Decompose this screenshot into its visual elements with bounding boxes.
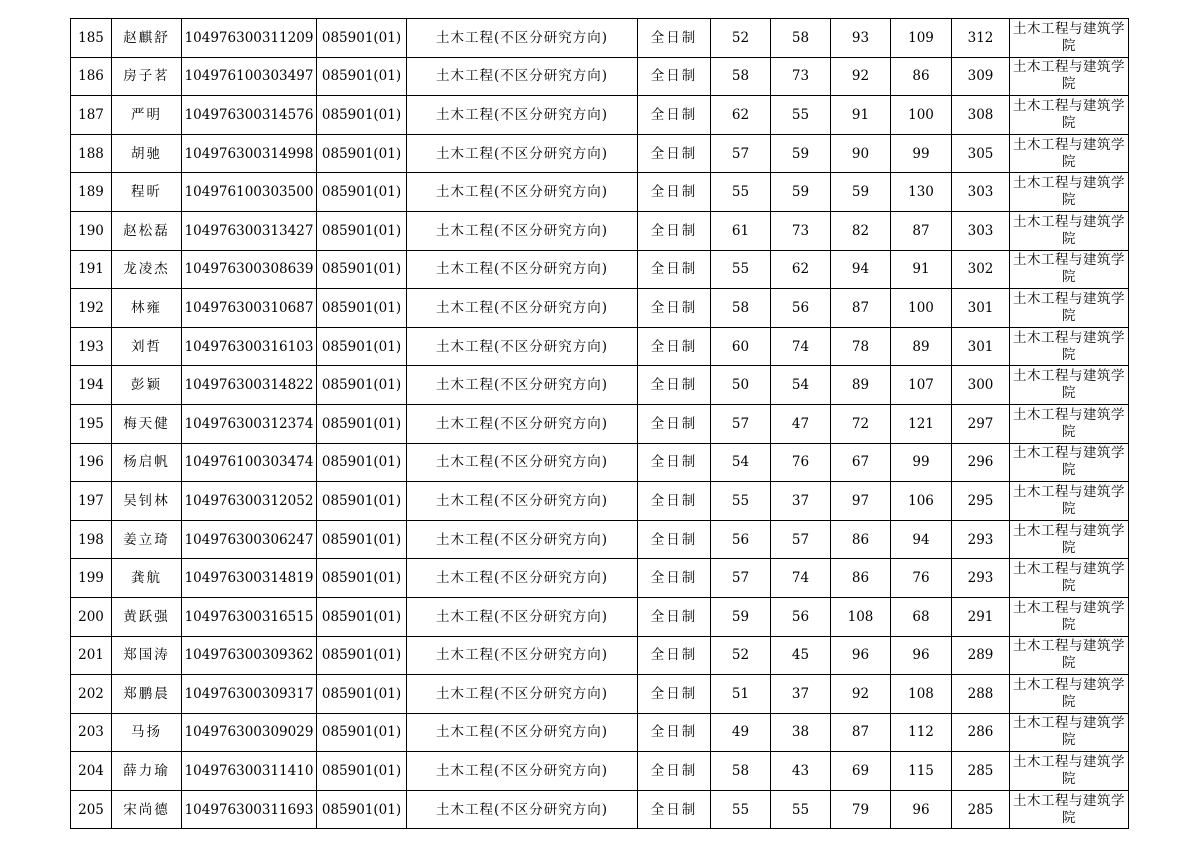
cell-total-score: 301: [952, 327, 1010, 366]
cell-major: 土木工程(不区分研究方向): [407, 173, 638, 212]
cell-name: 梅天健: [112, 404, 182, 443]
cell-major-code: 085901(01): [317, 96, 407, 135]
cell-rank: 188: [71, 134, 112, 173]
cell-major: 土木工程(不区分研究方向): [407, 443, 638, 482]
cell-name: 林雍: [112, 289, 182, 328]
cell-score-2: 56: [771, 289, 831, 328]
cell-exam-number: 104976100303474: [182, 443, 317, 482]
cell-major: 土木工程(不区分研究方向): [407, 713, 638, 752]
cell-major: 土木工程(不区分研究方向): [407, 597, 638, 636]
cell-score-3: 94: [831, 250, 891, 289]
cell-score-2: 37: [771, 482, 831, 521]
cell-score-2: 55: [771, 96, 831, 135]
cell-score-3: 79: [831, 790, 891, 829]
cell-score-2: 55: [771, 790, 831, 829]
cell-score-3: 82: [831, 211, 891, 250]
cell-score-4: 99: [891, 134, 952, 173]
cell-score-3: 87: [831, 713, 891, 752]
cell-major: 土木工程(不区分研究方向): [407, 57, 638, 96]
cell-score-4: 106: [891, 482, 952, 521]
cell-score-2: 37: [771, 675, 831, 714]
cell-rank: 203: [71, 713, 112, 752]
table-row: [71, 636, 1129, 675]
cell-name: 赵松磊: [112, 211, 182, 250]
table-row: [71, 752, 1129, 791]
cell-score-2: 57: [771, 520, 831, 559]
cell-score-3: 97: [831, 482, 891, 521]
cell-score-4: 108: [891, 675, 952, 714]
cell-score-1: 55: [711, 790, 771, 829]
cell-score-1: 59: [711, 597, 771, 636]
cell-score-1: 50: [711, 366, 771, 405]
cell-major-code: 085901(01): [317, 250, 407, 289]
cell-major: 土木工程(不区分研究方向): [407, 559, 638, 598]
cell-name: 刘哲: [112, 327, 182, 366]
cell-score-1: 57: [711, 404, 771, 443]
cell-college: 土木工程与建筑学院: [1010, 482, 1129, 521]
cell-study-type: 全日制: [638, 597, 711, 636]
table-row: [71, 250, 1129, 289]
cell-study-type: 全日制: [638, 675, 711, 714]
cell-score-1: 55: [711, 482, 771, 521]
cell-exam-number: 104976300311410: [182, 752, 317, 791]
cell-total-score: 303: [952, 173, 1010, 212]
cell-study-type: 全日制: [638, 250, 711, 289]
cell-score-2: 58: [771, 19, 831, 58]
cell-score-1: 57: [711, 559, 771, 598]
cell-score-2: 38: [771, 713, 831, 752]
cell-study-type: 全日制: [638, 752, 711, 791]
cell-name: 胡驰: [112, 134, 182, 173]
cell-major-code: 085901(01): [317, 520, 407, 559]
cell-rank: 201: [71, 636, 112, 675]
cell-total-score: 289: [952, 636, 1010, 675]
cell-name: 龚航: [112, 559, 182, 598]
cell-score-1: 56: [711, 520, 771, 559]
cell-total-score: 297: [952, 404, 1010, 443]
cell-rank: 191: [71, 250, 112, 289]
cell-exam-number: 104976300314998: [182, 134, 317, 173]
cell-college: 土木工程与建筑学院: [1010, 57, 1129, 96]
cell-study-type: 全日制: [638, 134, 711, 173]
cell-score-3: 92: [831, 675, 891, 714]
cell-exam-number: 104976100303497: [182, 57, 317, 96]
table-row: [71, 559, 1129, 598]
cell-score-4: 112: [891, 713, 952, 752]
cell-college: 土木工程与建筑学院: [1010, 96, 1129, 135]
score-table: [70, 18, 1129, 829]
cell-total-score: 303: [952, 211, 1010, 250]
cell-exam-number: 104976300310687: [182, 289, 317, 328]
cell-name: 彭颖: [112, 366, 182, 405]
table-row: [71, 404, 1129, 443]
cell-score-4: 96: [891, 636, 952, 675]
cell-rank: 195: [71, 404, 112, 443]
cell-name: 马扬: [112, 713, 182, 752]
table-row: [71, 134, 1129, 173]
cell-name: 杨启帆: [112, 443, 182, 482]
cell-name: 薛力瑜: [112, 752, 182, 791]
cell-study-type: 全日制: [638, 289, 711, 328]
cell-rank: 204: [71, 752, 112, 791]
cell-major: 土木工程(不区分研究方向): [407, 96, 638, 135]
cell-exam-number: 104976300314576: [182, 96, 317, 135]
cell-score-1: 58: [711, 57, 771, 96]
cell-college: 土木工程与建筑学院: [1010, 327, 1129, 366]
cell-rank: 196: [71, 443, 112, 482]
cell-study-type: 全日制: [638, 366, 711, 405]
cell-major-code: 085901(01): [317, 559, 407, 598]
cell-rank: 194: [71, 366, 112, 405]
cell-college: 土木工程与建筑学院: [1010, 211, 1129, 250]
cell-total-score: 295: [952, 482, 1010, 521]
cell-study-type: 全日制: [638, 404, 711, 443]
cell-score-3: 91: [831, 96, 891, 135]
cell-total-score: 301: [952, 289, 1010, 328]
cell-rank: 189: [71, 173, 112, 212]
cell-college: 土木工程与建筑学院: [1010, 636, 1129, 675]
cell-college: 土木工程与建筑学院: [1010, 713, 1129, 752]
cell-exam-number: 104976300314819: [182, 559, 317, 598]
cell-score-3: 69: [831, 752, 891, 791]
table-row: [71, 482, 1129, 521]
cell-score-4: 68: [891, 597, 952, 636]
cell-exam-number: 104976300314822: [182, 366, 317, 405]
cell-major-code: 085901(01): [317, 713, 407, 752]
cell-score-4: 109: [891, 19, 952, 58]
cell-name: 姜立琦: [112, 520, 182, 559]
cell-score-1: 61: [711, 211, 771, 250]
cell-major-code: 085901(01): [317, 790, 407, 829]
table-row: [71, 96, 1129, 135]
cell-exam-number: 104976300309317: [182, 675, 317, 714]
cell-college: 土木工程与建筑学院: [1010, 790, 1129, 829]
cell-total-score: 285: [952, 790, 1010, 829]
cell-name: 严明: [112, 96, 182, 135]
cell-major-code: 085901(01): [317, 57, 407, 96]
cell-rank: 193: [71, 327, 112, 366]
cell-score-4: 107: [891, 366, 952, 405]
cell-total-score: 309: [952, 57, 1010, 96]
cell-exam-number: 104976300316515: [182, 597, 317, 636]
cell-major-code: 085901(01): [317, 289, 407, 328]
cell-total-score: 288: [952, 675, 1010, 714]
cell-score-4: 96: [891, 790, 952, 829]
cell-score-4: 89: [891, 327, 952, 366]
cell-exam-number: 104976300312052: [182, 482, 317, 521]
cell-total-score: 293: [952, 520, 1010, 559]
cell-total-score: 291: [952, 597, 1010, 636]
cell-college: 土木工程与建筑学院: [1010, 443, 1129, 482]
cell-score-4: 100: [891, 96, 952, 135]
table-row: [71, 675, 1129, 714]
cell-total-score: 302: [952, 250, 1010, 289]
cell-total-score: 308: [952, 96, 1010, 135]
cell-exam-number: 104976100303500: [182, 173, 317, 212]
cell-exam-number: 104976300309029: [182, 713, 317, 752]
cell-college: 土木工程与建筑学院: [1010, 559, 1129, 598]
cell-score-1: 52: [711, 19, 771, 58]
table-row: [71, 57, 1129, 96]
table-row: [71, 211, 1129, 250]
cell-study-type: 全日制: [638, 19, 711, 58]
table-row: [71, 19, 1129, 58]
cell-major: 土木工程(不区分研究方向): [407, 482, 638, 521]
cell-score-3: 67: [831, 443, 891, 482]
cell-rank: 199: [71, 559, 112, 598]
cell-rank: 202: [71, 675, 112, 714]
cell-score-4: 91: [891, 250, 952, 289]
cell-score-1: 55: [711, 173, 771, 212]
cell-name: 赵麒舒: [112, 19, 182, 58]
cell-score-3: 59: [831, 173, 891, 212]
cell-exam-number: 104976300309362: [182, 636, 317, 675]
cell-major: 土木工程(不区分研究方向): [407, 790, 638, 829]
cell-major: 土木工程(不区分研究方向): [407, 250, 638, 289]
cell-score-3: 108: [831, 597, 891, 636]
cell-major-code: 085901(01): [317, 211, 407, 250]
cell-score-2: 74: [771, 327, 831, 366]
cell-score-2: 59: [771, 173, 831, 212]
cell-exam-number: 104976300313427: [182, 211, 317, 250]
cell-rank: 198: [71, 520, 112, 559]
cell-exam-number: 104976300311209: [182, 19, 317, 58]
cell-rank: 190: [71, 211, 112, 250]
cell-college: 土木工程与建筑学院: [1010, 19, 1129, 58]
cell-score-2: 74: [771, 559, 831, 598]
cell-score-4: 115: [891, 752, 952, 791]
cell-study-type: 全日制: [638, 713, 711, 752]
cell-score-2: 73: [771, 211, 831, 250]
cell-study-type: 全日制: [638, 520, 711, 559]
cell-study-type: 全日制: [638, 327, 711, 366]
cell-score-4: 94: [891, 520, 952, 559]
cell-name: 宋尚德: [112, 790, 182, 829]
table-row: [71, 790, 1129, 829]
cell-college: 土木工程与建筑学院: [1010, 366, 1129, 405]
cell-major-code: 085901(01): [317, 636, 407, 675]
cell-major-code: 085901(01): [317, 752, 407, 791]
cell-major-code: 085901(01): [317, 675, 407, 714]
cell-college: 土木工程与建筑学院: [1010, 520, 1129, 559]
cell-score-4: 87: [891, 211, 952, 250]
cell-college: 土木工程与建筑学院: [1010, 173, 1129, 212]
cell-major-code: 085901(01): [317, 327, 407, 366]
cell-major-code: 085901(01): [317, 482, 407, 521]
cell-name: 黄跃强: [112, 597, 182, 636]
cell-total-score: 296: [952, 443, 1010, 482]
cell-name: 郑国涛: [112, 636, 182, 675]
cell-college: 土木工程与建筑学院: [1010, 134, 1129, 173]
cell-total-score: 286: [952, 713, 1010, 752]
cell-major: 土木工程(不区分研究方向): [407, 134, 638, 173]
cell-name: 郑鹏晨: [112, 675, 182, 714]
cell-score-4: 99: [891, 443, 952, 482]
cell-score-1: 58: [711, 289, 771, 328]
table-row: [71, 520, 1129, 559]
cell-study-type: 全日制: [638, 173, 711, 212]
cell-score-4: 100: [891, 289, 952, 328]
cell-major: 土木工程(不区分研究方向): [407, 211, 638, 250]
cell-major: 土木工程(不区分研究方向): [407, 19, 638, 58]
cell-major: 土木工程(不区分研究方向): [407, 289, 638, 328]
cell-score-3: 96: [831, 636, 891, 675]
cell-total-score: 312: [952, 19, 1010, 58]
cell-score-1: 58: [711, 752, 771, 791]
cell-name: 房子茗: [112, 57, 182, 96]
cell-score-4: 86: [891, 57, 952, 96]
cell-score-1: 51: [711, 675, 771, 714]
cell-score-2: 56: [771, 597, 831, 636]
cell-score-4: 130: [891, 173, 952, 212]
cell-college: 土木工程与建筑学院: [1010, 289, 1129, 328]
cell-name: 吴钊林: [112, 482, 182, 521]
cell-score-3: 89: [831, 366, 891, 405]
cell-major: 土木工程(不区分研究方向): [407, 520, 638, 559]
table-row: [71, 443, 1129, 482]
cell-study-type: 全日制: [638, 636, 711, 675]
cell-score-2: 43: [771, 752, 831, 791]
cell-exam-number: 104976300316103: [182, 327, 317, 366]
table-row: [71, 713, 1129, 752]
cell-college: 土木工程与建筑学院: [1010, 597, 1129, 636]
table-row: [71, 597, 1129, 636]
table-row: [71, 173, 1129, 212]
cell-score-1: 60: [711, 327, 771, 366]
cell-major-code: 085901(01): [317, 173, 407, 212]
cell-major-code: 085901(01): [317, 19, 407, 58]
cell-score-2: 47: [771, 404, 831, 443]
cell-rank: 200: [71, 597, 112, 636]
cell-major: 土木工程(不区分研究方向): [407, 366, 638, 405]
cell-major-code: 085901(01): [317, 404, 407, 443]
cell-score-2: 45: [771, 636, 831, 675]
cell-study-type: 全日制: [638, 443, 711, 482]
cell-rank: 197: [71, 482, 112, 521]
cell-total-score: 285: [952, 752, 1010, 791]
table-row: [71, 289, 1129, 328]
cell-score-3: 90: [831, 134, 891, 173]
cell-exam-number: 104976300312374: [182, 404, 317, 443]
cell-score-1: 49: [711, 713, 771, 752]
cell-major: 土木工程(不区分研究方向): [407, 327, 638, 366]
cell-study-type: 全日制: [638, 96, 711, 135]
cell-score-3: 86: [831, 559, 891, 598]
cell-major-code: 085901(01): [317, 597, 407, 636]
cell-college: 土木工程与建筑学院: [1010, 404, 1129, 443]
cell-rank: 192: [71, 289, 112, 328]
cell-score-1: 55: [711, 250, 771, 289]
cell-rank: 187: [71, 96, 112, 135]
cell-score-1: 57: [711, 134, 771, 173]
cell-major-code: 085901(01): [317, 443, 407, 482]
cell-college: 土木工程与建筑学院: [1010, 250, 1129, 289]
cell-study-type: 全日制: [638, 57, 711, 96]
cell-major-code: 085901(01): [317, 366, 407, 405]
cell-score-1: 62: [711, 96, 771, 135]
cell-college: 土木工程与建筑学院: [1010, 675, 1129, 714]
cell-major-code: 085901(01): [317, 134, 407, 173]
cell-exam-number: 104976300311693: [182, 790, 317, 829]
cell-score-2: 76: [771, 443, 831, 482]
cell-score-3: 93: [831, 19, 891, 58]
table-row: [71, 327, 1129, 366]
cell-study-type: 全日制: [638, 790, 711, 829]
cell-major: 土木工程(不区分研究方向): [407, 752, 638, 791]
cell-score-3: 78: [831, 327, 891, 366]
cell-score-2: 62: [771, 250, 831, 289]
cell-exam-number: 104976300308639: [182, 250, 317, 289]
cell-name: 程昕: [112, 173, 182, 212]
cell-score-3: 87: [831, 289, 891, 328]
cell-score-4: 121: [891, 404, 952, 443]
cell-score-2: 73: [771, 57, 831, 96]
cell-score-1: 52: [711, 636, 771, 675]
cell-score-2: 54: [771, 366, 831, 405]
table-row: [71, 366, 1129, 405]
cell-exam-number: 104976300306247: [182, 520, 317, 559]
cell-total-score: 293: [952, 559, 1010, 598]
cell-score-2: 59: [771, 134, 831, 173]
cell-major: 土木工程(不区分研究方向): [407, 675, 638, 714]
cell-rank: 205: [71, 790, 112, 829]
cell-major: 土木工程(不区分研究方向): [407, 404, 638, 443]
cell-major: 土木工程(不区分研究方向): [407, 636, 638, 675]
cell-score-3: 86: [831, 520, 891, 559]
cell-total-score: 305: [952, 134, 1010, 173]
cell-study-type: 全日制: [638, 482, 711, 521]
cell-college: 土木工程与建筑学院: [1010, 752, 1129, 791]
cell-study-type: 全日制: [638, 559, 711, 598]
cell-rank: 186: [71, 57, 112, 96]
cell-score-3: 72: [831, 404, 891, 443]
cell-score-3: 92: [831, 57, 891, 96]
cell-score-4: 76: [891, 559, 952, 598]
cell-study-type: 全日制: [638, 211, 711, 250]
cell-score-1: 54: [711, 443, 771, 482]
cell-rank: 185: [71, 19, 112, 58]
cell-total-score: 300: [952, 366, 1010, 405]
cell-name: 龙凌杰: [112, 250, 182, 289]
table-body: [71, 19, 1129, 829]
